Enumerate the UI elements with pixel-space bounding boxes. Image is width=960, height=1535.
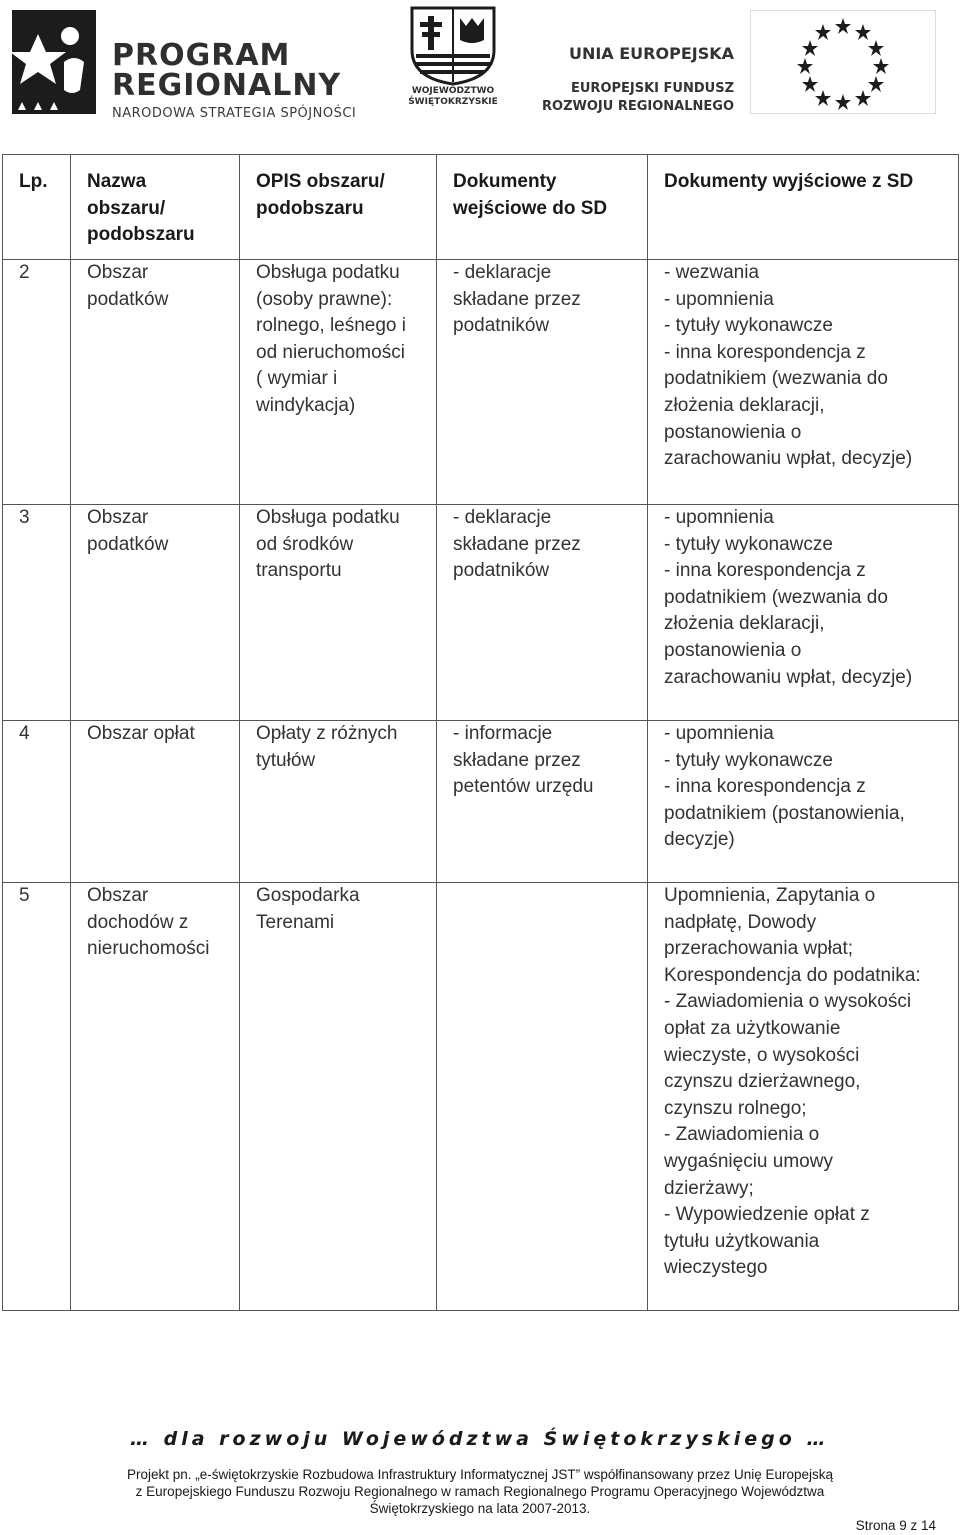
table-header-row [3, 155, 959, 260]
documents-table [2, 154, 959, 1311]
header-description: OPIS obszaru/ podobszaru [240, 155, 437, 260]
wojewodztwo-logo [400, 6, 506, 120]
cell-name: Obszar opłat [71, 721, 240, 883]
cell-lp: 3 [3, 505, 71, 721]
footer-project-text [0, 1466, 960, 1517]
footer-project-line: Projekt pn. „e-świętokrzyskie Rozbudowa Infrastruktury Informatycznej JST” współfinansowany przez Unię Europejską [126, 1467, 834, 1482]
page-number: Strona 9 z 14 [855, 1518, 936, 1533]
table-row [3, 505, 959, 721]
cell-output-docs: - upomnienia - tytuły wykonawcze - inna korespondencja z podatnikiem (wezwania do złożenia deklaracji, postanowienia o zarachowaniu wpłat, decyzje) [648, 505, 959, 721]
cell-lp: 2 [3, 260, 71, 505]
page-header [0, 0, 960, 130]
cell-name: Obszar dochodów z nieruchomości [71, 883, 240, 1311]
footer-slogan: … dla rozwoju Województwa Świętokrzyskiego … [130, 1428, 830, 1450]
eu-logo-line1: UNIA EUROPEJSKA [568, 44, 734, 63]
footer-project-line: Świętokrzyskiego na lata 2007-2013. [369, 1501, 591, 1516]
cell-input-docs: - deklaracje składane przez podatników [437, 505, 648, 721]
cell-description: Obsługa podatku od środków transportu [240, 505, 437, 721]
header-output-docs: Dokumenty wyjściowe z SD [648, 155, 959, 260]
cell-description: Obsługa podatku (osoby prawne): rolnego, leśnego i od nieruchomości ( wymiar i windykacja) [240, 260, 437, 505]
cell-input-docs [437, 883, 648, 1311]
cell-lp: 4 [3, 721, 71, 883]
header-name: Nazwa obszaru/ podobszaru [71, 155, 240, 260]
cell-name: Obszar podatków [71, 505, 240, 721]
eu-logo-line2: EUROPEJSKI FUNDUSZ [571, 81, 734, 96]
header-lp: Lp. [3, 155, 71, 260]
program-logo-line3: NARODOWA STRATEGIA SPÓJNOŚCI [112, 106, 357, 121]
eu-logo-line3: ROZWOJU REGIONALNEGO [542, 99, 734, 114]
program-logo-line1: PROGRAM [112, 38, 291, 73]
cell-input-docs: - informacje składane przez petentów urzędu [437, 721, 648, 883]
table-row [3, 721, 959, 883]
swietokrzyskie-label: ŚWIĘTOKRZYSKIE [408, 97, 498, 107]
cell-output-docs: Upomnienia, Zapytania o nadpłatę, Dowody przerachowania wpłat; Korespondencja do podatnika: - Zawiadomienia o wysokości opłat za użytkowanie wieczyste, o wysokości czynszu dzierżawnego, czynszu rolnego; - Zawiadomienia o wygaśnięciu umowy dzierżawy; - Wypowiedzenie opłat z tytułu użytkowania wieczystego [648, 883, 959, 1311]
coat-of-arms-icon [408, 6, 498, 86]
program-regionalny-star-icon [8, 6, 100, 118]
cell-description: Gospodarka Terenami [240, 883, 437, 1311]
cell-output-docs: - wezwania - upomnienia - tytuły wykonawcze - inna korespondencja z podatnikiem (wezwania do złożenia deklaracji, postanowienia o zarachowaniu wpłat, decyzje) [648, 260, 959, 505]
program-logo-line2: REGIONALNY [112, 68, 342, 103]
header-input-docs: Dokumenty wejściowe do SD [437, 155, 648, 260]
cell-lp: 5 [3, 883, 71, 1311]
program-regionalny-logo [8, 6, 368, 120]
cell-description: Opłaty z różnych tytułów [240, 721, 437, 883]
table-row [3, 260, 959, 505]
eu-flag-icon [750, 10, 936, 114]
footer-project-line: z Europejskiego Funduszu Rozwoju Regionalnego w ramach Regionalnego Programu Operacyjnego Województwa [135, 1484, 825, 1499]
cell-name: Obszar podatków [71, 260, 240, 505]
cell-output-docs: - upomnienia - tytuły wykonawcze - inna korespondencja z podatnikiem (postanowienia, decyzje) [648, 721, 959, 883]
table-row [3, 883, 959, 1311]
eu-logo [542, 10, 960, 120]
cell-input-docs: - deklaracje składane przez podatników [437, 260, 648, 505]
wojewodztwo-label: WOJEWÓDZTWO [411, 86, 495, 96]
